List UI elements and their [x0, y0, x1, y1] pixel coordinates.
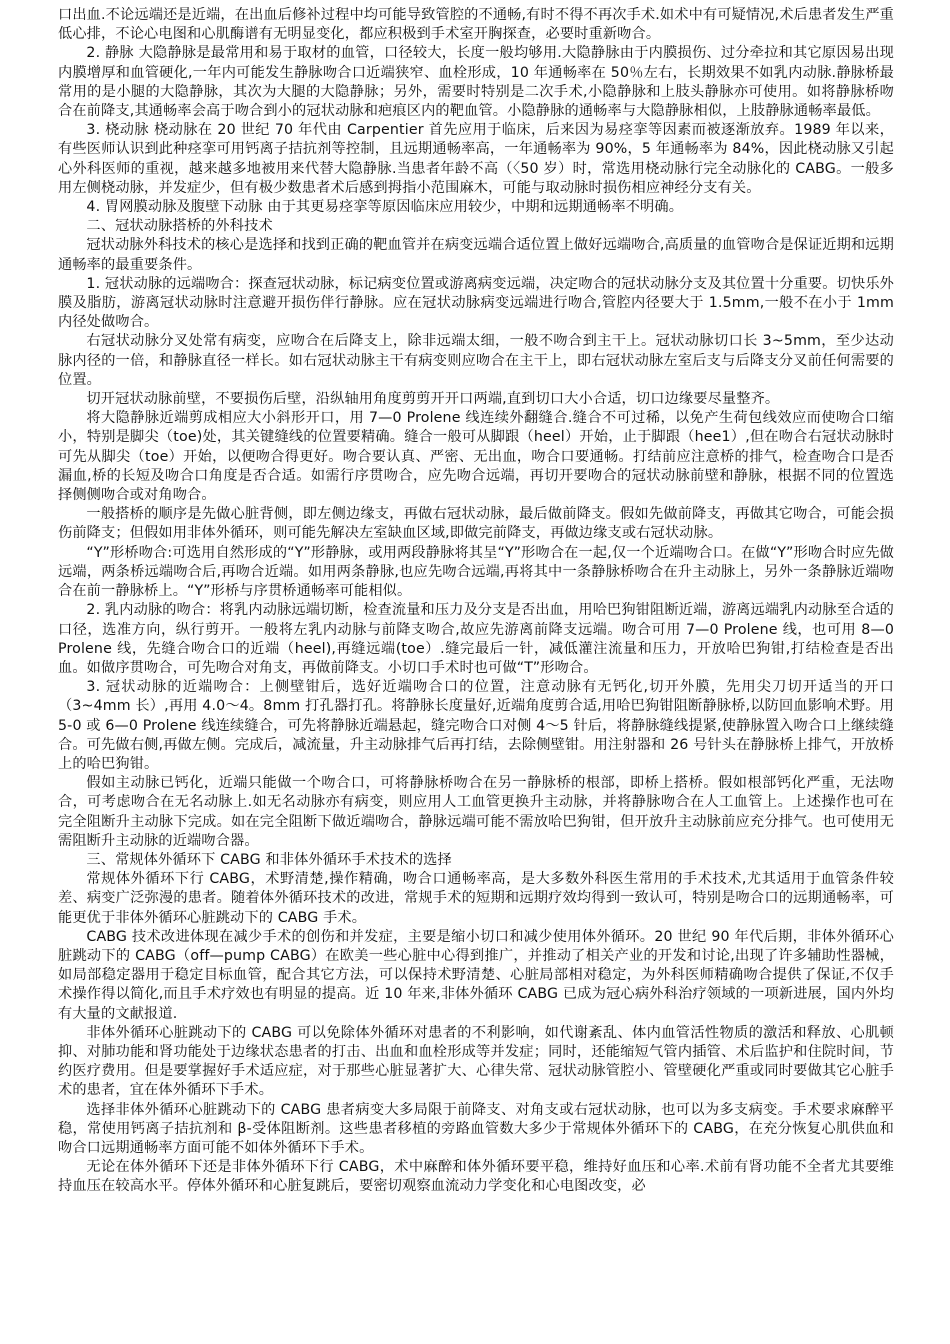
- paragraph-right-coronary: 右冠状动脉分叉处常有病变，应吻合在后降支上，除非远端太细，一般不吻合到主干上。冠状动脉切口长 3~5mm，至少达动脉内径的一倍，和静脉直径一样长。如右冠状动脉主干有病变则应吻合在主干上，即右冠状动脉左室后支与后降支分叉前任何需要的位置。: [58, 333, 894, 388]
- paragraph-cabg-improvement: CABG 技术改进体现在减少手术的创伤和并发症，主要是缩小切口和减少使用体外循环。20 世纪 90 年代后期，非体外循环心脏跳动下的 CABG（off—pump CABG）在欧美一些心脏中心得到推广，并推动了相关产业的开发和讨论,出现了许多辅助性器械，如局部稳定器用于稳定目标血管，配合其它方法，可以保持术野清楚、心脏局部相对稳定，为外科医师精确吻合提供了保证,不仅手术操作得以简化,而且手术疗效也有明显的提高。近 10 年来,非体外循环 CABG 已成为冠心病外科治疗领域的一项新进展，国内外均有大量的文献报道.: [58, 928, 894, 1022]
- paragraph-bypass-order: 一般搭桥的顺序是先做心脏背侧，即左侧边缘支，再做右冠状动脉，最后做前降支。假如先做前降支，再做其它吻合，可能会损伤前降支；但假如用非体外循环，则可能先解决左室缺血区域,即做完前降支，再做边缘支或右冠状动脉。: [58, 506, 894, 542]
- section-heading-surgical-technique: 二、冠状动脉搭桥的外科技术: [86, 218, 273, 235]
- paragraph-conventional-cabg: 常规体外循环下行 CABG，术野清楚,操作精确，吻合口通畅率高，是大多数外科医生常用的手术技术,尤其适用于血管条件较差、病变广泛弥漫的患者。随着体外循环技术的改进，常规手术的短期和远期疗效均得到一致认可，特别是吻合口的远期通畅率，可能更优于非体外循环心脏跳动下的 CABG 手术。: [58, 871, 894, 926]
- paragraph-vein: 2. 静脉 大隐静脉是最常用和易于取材的血管，口径较大，长度一般均够用.大隐静脉由于内膜损伤、过分牵拉和其它原因易出现内膜增厚和血管硬化,一年内可能发生静脉吻合口近端狭窄、血栓形成，10 年通畅率在 50％左右，长期效果不如乳内动脉.静脉桥最常用的是小腿的大隐静脉，其次为大腿的大隐静脉；另外，需要时特别是二次手术,小隐静脉和上肢头静脉亦可使用。如将静脉桥吻合在前降支,其通畅率会高于吻合到小的冠状动脉和疤痕区内的靶血管。小隐静脉的通畅率与大隐静脉相似，上肢静脉通畅率最低。: [58, 45, 894, 120]
- paragraph-y-graft: “Y”形桥吻合:可选用自然形成的“Y”形静脉，或用两段静脉将其呈“Y”形吻合在一起,仅一个近端吻合口。在做“Y”形吻合时应先做远端，两条桥远端吻合后,再吻合近端。如用两条静脉,也应先吻合远端,再将其中一条静脉桥吻合在升主动脉上，另外一条静脉近端吻合在前一静脉桥上。“Y”形桥与序贯桥通畅率可能相似。: [58, 544, 894, 600]
- paragraph-anesthesia: 无论在体外循环下还是非体外循环下行 CABG，术中麻醉和体外循环要平稳，维持好血压和心率.术前有肾功能不全者尤其要维持血压在较高水平。停体外循环和心脏复跳后，要密切观察血流动力学变化和心电图改变，必: [58, 1159, 894, 1195]
- paragraph-distal-anastomosis: 1. 冠状动脉的远端吻合：探查冠状动脉，标记病变位置或游离病变远端，决定吻合的冠状动脉分支及其位置十分重要。切快乐外膜及脂肪，游离冠状动脉时注意避开损伤伴行静脉。应在冠状动脉病变远端进行吻合,管腔内径要大于 1.5mm,一般不在小于 1mm 内径处做吻合。: [58, 275, 894, 331]
- paragraph-technique-core: 冠状动脉外科技术的核心是选择和找到正确的靶血管并在病变远端合适位置上做好远端吻合,高质量的血管吻合是保证近期和远期通畅率的最重要条件。: [58, 237, 894, 273]
- paragraph-mammary-artery: 2. 乳内动脉的吻合：将乳内动脉远端切断，检查流量和压力及分支是否出血，用哈巴狗钳阻断近端，游离远端乳内动脉至合适的口径，选准方向，纵行剪开。一般将左乳内动脉与前降支吻合,故应先游离前降支远端。吻合可用 7—0 Prolene 线，也可用 8—0 Prolene 线，先缝合吻合口的近端（heel),再缝远端(toe）.缝完最后一针，减低灌注流量和压力，开放哈巴狗钳,打结检查是否出血。如做序贯吻合，可先吻合对角支，再做前降支。小切口手术时也可做“T”形吻合。: [58, 602, 894, 676]
- paragraph-off-pump-selection: 选择非体外循环心脏跳动下的 CABG 患者病变大多局限于前降支、对角支或右冠状动脉，也可以为多支病变。手术要求麻醉平稳，常使用钙离子拮抗剂和 β-受体阻断剂。这些患者移植的旁路血管数大多少于常规体外循环下的 CABG，在充分恢复心肌供血和吻合口远期通畅率方面可能不如体外循环下手术。: [58, 1101, 894, 1156]
- paragraph-incision: 切开冠状动脉前壁，不要损伤后壁，沿纵轴用角度剪剪开开口两端,直到切口大小合适，切口边缘要尽量整齐。: [86, 391, 780, 408]
- paragraph-gastroepiploic-artery: 4. 胃网膜动脉及腹壁下动脉 由于其更易痉挛等原因临床应用较少，中期和远期通畅率不明确。: [86, 199, 684, 216]
- paragraph-calcified-aorta: 假如主动脉已钙化，近端只能做一个吻合口，可将静脉桥吻合在另一静脉桥的根部，即桥上搭桥。假如根部钙化严重，无法吻合，可考虑吻合在无名动脉上.如无名动脉亦有病变，则应用人工血管更换升主动脉，并将静脉吻合在人工血管上。上述操作也可在完全阻断升主动脉下完成。如在完全阻断下做近端吻合，静脉远端可能不需放哈巴狗钳，但开放升主动脉前应充分排气。也可使用无需阻断升主动脉的近端吻合器。: [58, 775, 894, 849]
- paragraph-radial-artery: 3. 桡动脉 桡动脉在 20 世纪 70 年代由 Carpentier 首先应用于临床，后来因为易痉挛等因素而被逐渐放弃。1989 年以来，有些医师认识到此种痉挛可用钙离子拮抗剂等控制，且远期通畅率高，一年通畅率为 90%，5 年通畅率为 84%，因此桡动脉又引起心外科医师的重视，越来越多地被用来代替大隐静脉.当患者年龄不高（〈50 岁）时，常选用桡动脉行完全动脉化的 CABG。一般多用左侧桡动脉，并发症少，但有极少数患者术后感到拇指小范围麻木，可能与取动脉时损伤相应神经分支有关。: [58, 122, 894, 196]
- section-heading-cpb-choice: 三、常规体外循环下 CABG 和非体外循环手术技术的选择: [86, 851, 452, 868]
- paragraph-off-pump-benefits: 非体外循环心脏跳动下的 CABG 可以免除体外循环对患者的不利影响，如代谢紊乱、体内血管活性物质的激活和释放、心肌顿抑、对肺功能和肾功能处于边缘状态患者的打击、出血和血栓形成等并发症；同时，还能缩短气管内插管、术后监护和住院时间，节约医疗费用。但是要掌握好手术适应症，对于那些心脏显著扩大、心律失常、冠状动脉管腔小、管壁硬化严重或同时要做其它心脏手术的患者，宜在体外循环下手术。: [58, 1024, 894, 1099]
- paragraph-proximal-anastomosis: 3. 冠状动脉的近端吻合：上侧壁钳后，选好近端吻合口的位置，注意动脉有无钙化,切开外膜，先用尖刀切开适当的开口（3~4mm 长）,再用 4.0～4。8mm 打孔器打孔。将静脉长度量好,近端角度剪合适,用哈巴狗钳阻断静脉桥,以防回血影响术野。用 5-0 或 6—0 Prolene 线连续缝合，可先将静脉近端悬起，缝完吻合口对侧 4～5 针后，将静脉缝线提紧,使静脉置入吻合口上继续缝合。可先做右侧,再做左侧。完成后，减流量，升主动脉排气后再打结，去除侧壁钳。用注射器和 26 号针头在静脉桥上排气，开放桥上的哈巴狗钳。: [58, 679, 894, 772]
- paragraph-suture: 将大隐静脉近端剪成相应大小斜形开口，用 7—0 Prolene 线连续外翻缝合.缝合不可过稀，以免产生荷包线效应而使吻合口缩小，特别是脚尖（toe)处，其关键缝线的位置要精确。缝合一般可从脚跟（heel）开始，止于脚跟（hee1）,但在吻合右冠状动脉时可先从脚尖（toe）开始，以便吻合得更好。吻合要认真、严密、无出血，吻合口要通畅。打结前应注意桥的排气，检查吻合口是否漏血,桥的长短及吻合口角度是否合适。如需行序贯吻合，应先吻合远端，再切开要吻合的冠状动脉前壁和静脉，根据不同的位置选择侧侧吻合或对角吻合。: [58, 410, 894, 504]
- paragraph-continuation: 口出血.不论远端还是近端，在出血后修补过程中均可能导致管腔的不通畅,有时不得不再次手术.如术中有可疑情况,术后患者发生严重低心排，不论心电图和心肌酶谱有无明显变化，都应积极到手术室开胸探查，必要时重新吻合。: [58, 7, 894, 43]
